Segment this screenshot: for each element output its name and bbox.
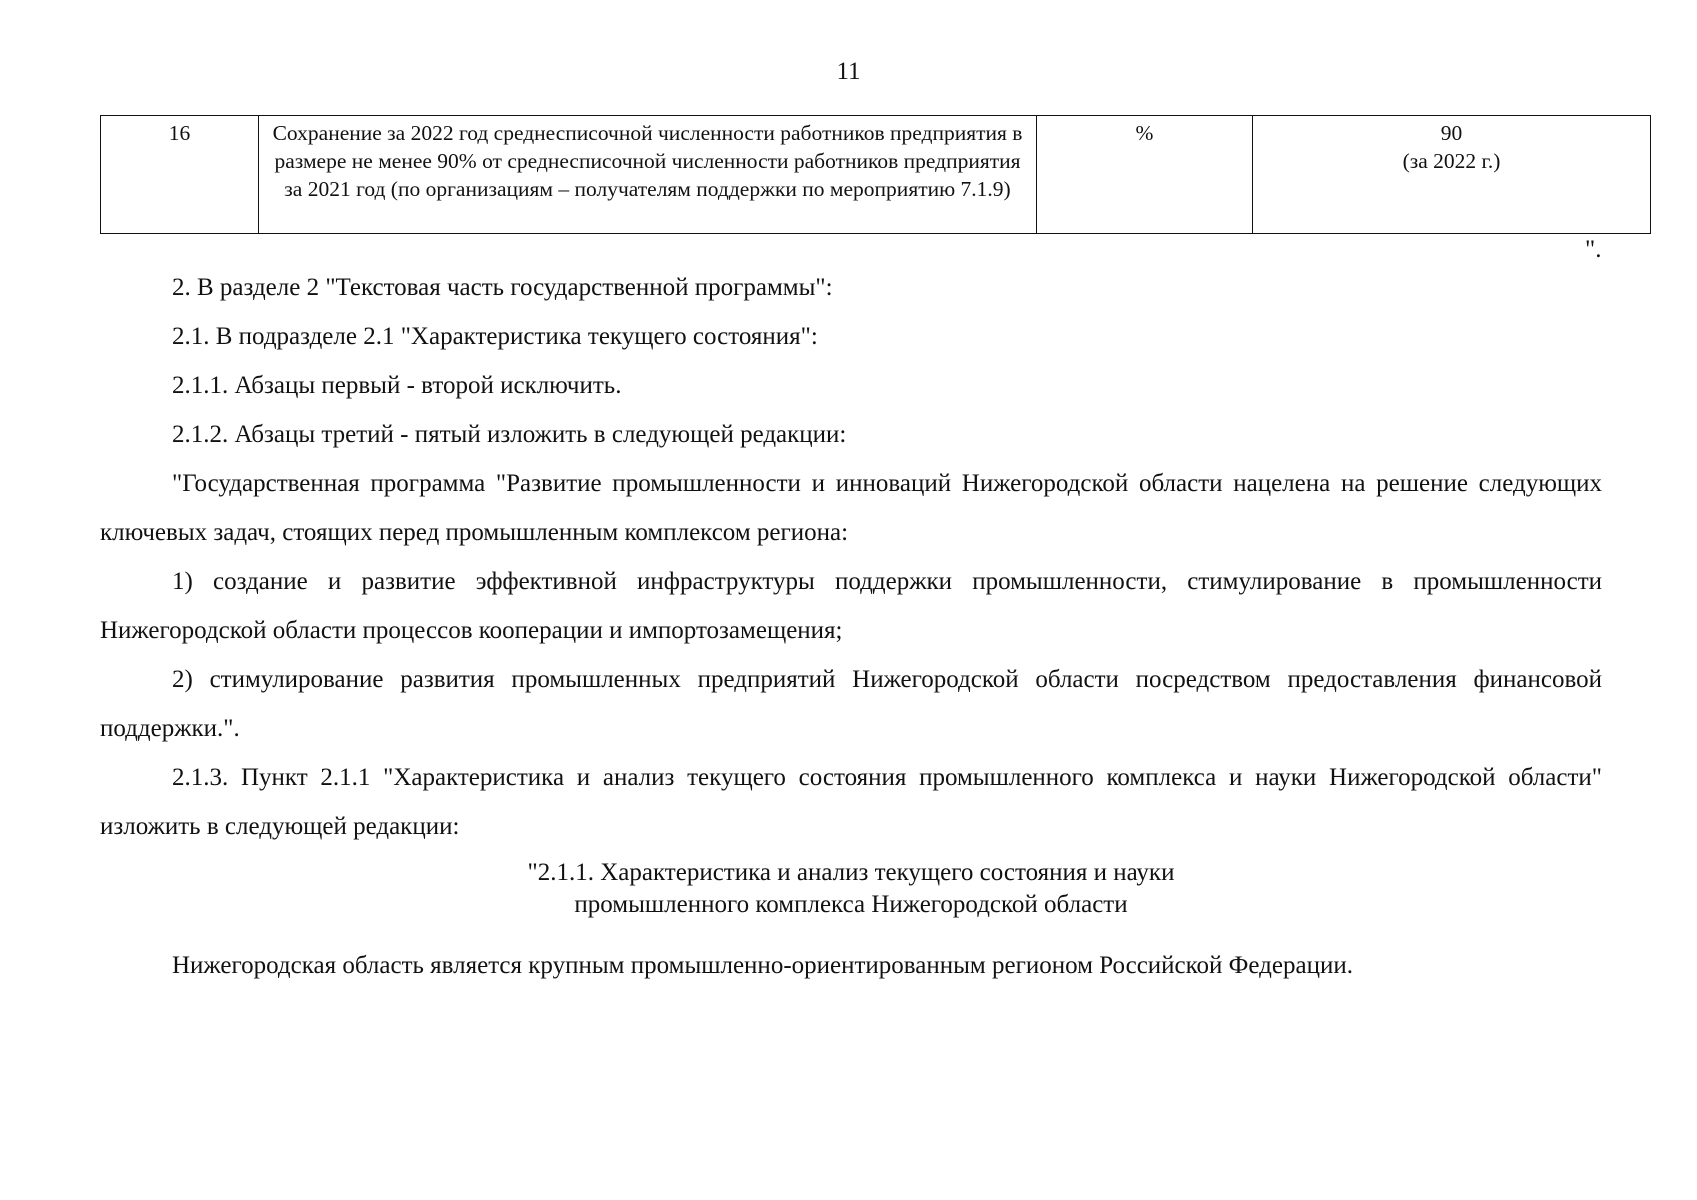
page-number: 11 (836, 58, 861, 85)
indicator-table (100, 115, 1651, 234)
paragraph: "Государственная программа "Развитие промышленности и инноваций Нижегородской области нацелена на решение следующих ключевых задач, стоящих перед промышленным комплексом региона: (100, 470, 1602, 546)
heading-line-2: промышленного комплекса Нижегородской области (574, 891, 1128, 918)
body-text (100, 263, 1602, 851)
section-heading (100, 857, 1602, 921)
paragraph: 2) стимулирование развития промышленных предприятий Нижегородской области посредством предоставления финансовой поддержки.". (100, 666, 1602, 742)
value-cell (1253, 116, 1651, 234)
value-text: 90 (1440, 121, 1463, 145)
paragraph: 2.1. В подразделе 2.1 "Характеристика текущего состояния": (172, 323, 818, 350)
value-note: (за 2022 г.) (1402, 149, 1501, 173)
heading-line-1: "2.1.1. Характеристика и анализ текущего состояния и науки (527, 859, 1175, 886)
paragraph: Нижегородская область является крупным промышленно-ориентированным регионом Российской Федерации. (172, 952, 1353, 979)
unit-cell: % (1037, 116, 1253, 234)
closing-quote: ". (1585, 236, 1602, 263)
row-number-cell: 16 (101, 116, 259, 234)
paragraph: 2.1.1. Абзацы первый - второй исключить. (172, 372, 622, 399)
table-row (101, 116, 1651, 234)
paragraph: 1) создание и развитие эффективной инфраструктуры поддержки промышленности, стимулирование в промышленности Нижегородской области процессов кооперации и импортозамещения; (100, 568, 1602, 644)
indicator-name-cell: Сохранение за 2022 год среднесписочной численности работников предприятия в размере не менее 90% от среднесписочной численности работников предприятия за 2021 год (по организациям – получателям поддержки по мероприятию 7.1.9) (259, 116, 1037, 234)
paragraph: 2.1.2. Абзацы третий - пятый изложить в следующей редакции: (172, 421, 847, 448)
paragraph: 2.1.3. Пункт 2.1.1 "Характеристика и анализ текущего состояния промышленного комплекса и науки Нижегородской области" изложить в следующей редакции: (100, 764, 1602, 840)
paragraph: 2. В разделе 2 "Текстовая часть государственной программы": (172, 274, 833, 301)
